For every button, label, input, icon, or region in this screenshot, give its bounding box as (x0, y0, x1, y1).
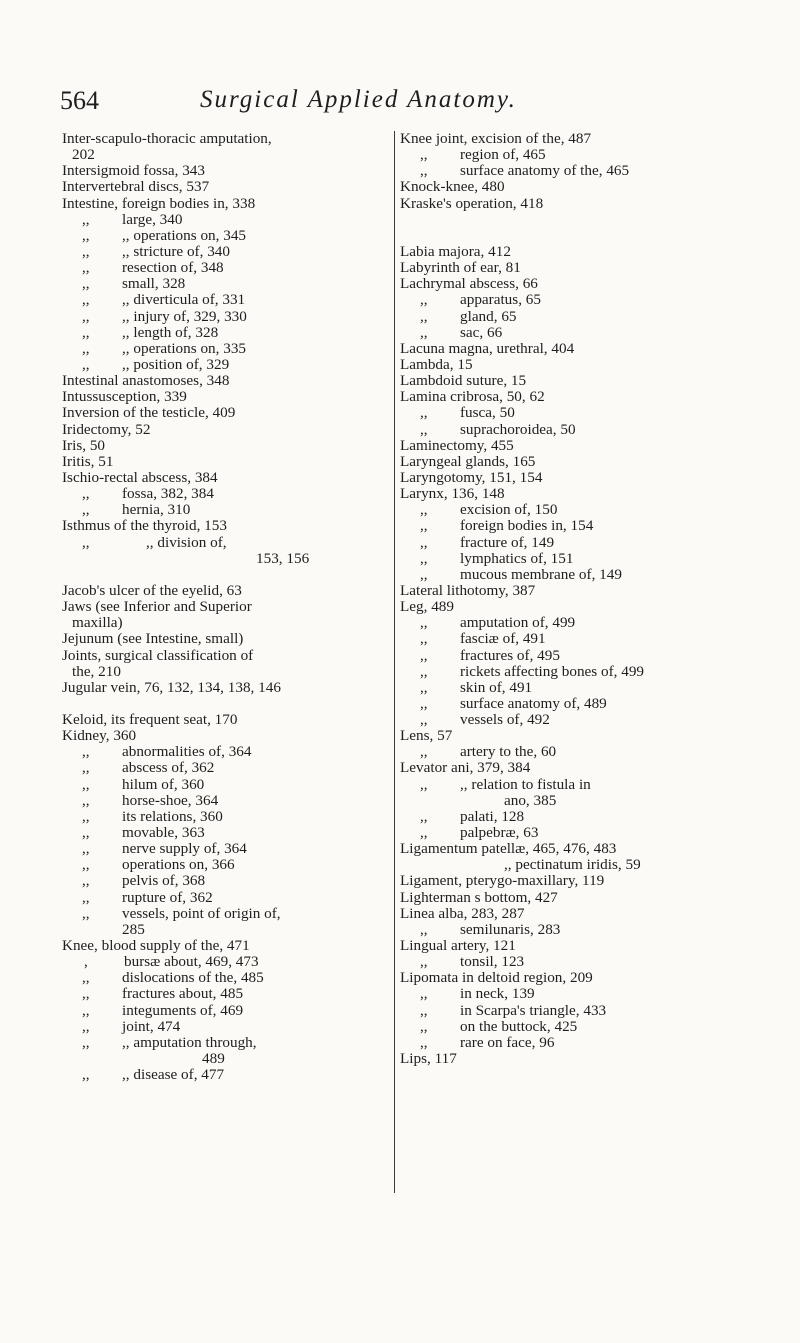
index-entry: Lamina cribrosa, 50, 62 (400, 388, 545, 406)
ditto-mark: ,, (82, 856, 90, 874)
index-entry (400, 744, 745, 760)
index-entry: Lachrymal abscess, 66 (400, 275, 538, 293)
entry-text: foreign bodies in, 154 (460, 517, 594, 535)
index-entry: 202 (72, 146, 95, 164)
entry-text: abscess of, 362 (122, 759, 215, 777)
index-entry (400, 696, 745, 712)
ditto-mark: ,, (82, 501, 90, 519)
running-title: Surgical Applied Anatomy. (200, 86, 517, 113)
ditto-mark: ,, (420, 646, 428, 664)
ditto-mark: ,, (420, 711, 428, 729)
index-entry: Laryngeal glands, 165 (400, 452, 536, 470)
entry-text: apparatus, 65 (460, 291, 541, 309)
ditto-mark: ,, (82, 259, 90, 277)
ditto-mark: ,, (82, 824, 90, 842)
ditto-mark: ,, (420, 662, 428, 680)
index-entry (62, 228, 407, 244)
ditto-mark: ,, (82, 775, 90, 793)
entry-text: in neck, 139 (460, 985, 535, 1003)
entry-text: ,, operations on, 335 (122, 339, 247, 357)
ditto-mark: ,, (82, 904, 90, 922)
index-entry: Jejunum (see Intestine, small) (62, 630, 244, 648)
ditto-mark: ,, (82, 1033, 90, 1051)
index-entry: Intussusception, 339 (62, 388, 187, 406)
index-entry (400, 954, 745, 970)
ditto-mark: ,, (420, 404, 428, 422)
ditto-mark: ,, (82, 339, 90, 357)
entry-text: bursæ about, 469, 473 (124, 953, 259, 971)
index-entry (62, 260, 407, 276)
index-entry (400, 777, 745, 793)
ditto-mark: ,, (420, 678, 428, 696)
entry-text: palpebræ, 63 (460, 824, 539, 842)
entry-text: vessels of, 492 (460, 711, 550, 729)
index-entry (400, 422, 745, 438)
ditto-mark: ,, (420, 323, 428, 341)
index-entry (400, 1019, 745, 1035)
ditto-mark: ,, (420, 549, 428, 567)
index-entry: 285 (122, 920, 145, 938)
ditto-mark: ,, (420, 162, 428, 180)
index-entry (62, 777, 407, 793)
ditto-mark: ,, (82, 210, 90, 228)
index-entry: Kidney, 360 (62, 727, 137, 745)
entry-text: rare on face, 96 (460, 1033, 555, 1051)
ditto-mark: ,, (420, 307, 428, 325)
ditto-mark: ,, (420, 614, 428, 632)
ditto-mark: ,, (82, 888, 90, 906)
index-entry: Intervertebral discs, 537 (62, 178, 210, 196)
index-entry: Larynx, 136, 148 (400, 485, 505, 503)
index-entry (62, 1003, 407, 1019)
index-entry (62, 535, 407, 551)
index-entry: 489 (202, 1050, 225, 1068)
ditto-mark: ,, (82, 791, 90, 809)
entry-text: suprachoroidea, 50 (460, 420, 576, 438)
entry-text: dislocations of the, 485 (122, 969, 264, 987)
ditto-mark: ,, (82, 759, 90, 777)
entry-text: its relations, 360 (122, 807, 223, 825)
entry-text: ,, length of, 328 (122, 323, 219, 341)
entry-text: horse-shoe, 364 (122, 791, 219, 809)
ditto-mark: ,, (420, 743, 428, 761)
entry-text: ,, operations on, 345 (122, 226, 247, 244)
ditto-mark: ,, (420, 420, 428, 438)
ditto-mark: ,, (420, 1033, 428, 1051)
index-entry (62, 341, 407, 357)
index-entry (62, 857, 407, 873)
index-entry (62, 970, 407, 986)
index-entry: Iris, 50 (62, 436, 106, 454)
index-entry (400, 922, 745, 938)
index-entry (400, 325, 745, 341)
entry-text: surface anatomy of, 489 (460, 694, 607, 712)
index-entry (400, 309, 745, 325)
index-spacer (62, 696, 407, 712)
entry-text: tonsil, 123 (460, 953, 525, 971)
ditto-mark: ,, (82, 985, 90, 1003)
index-entry: , bursæ about, 469, 473 (84, 953, 259, 971)
ditto-mark: ,, (420, 517, 428, 535)
index-entry: maxilla) (72, 614, 123, 632)
ditto-mark: ,, (82, 355, 90, 373)
ditto-mark: ,, (82, 840, 90, 858)
index-entry: Lambda, 15 (400, 355, 473, 373)
index-entry: Jacob's ulcer of the eyelid, 63 (62, 581, 242, 599)
ditto-mark: ,, (420, 985, 428, 1003)
entry-text: region of, 465 (460, 146, 546, 164)
index-entry: Labyrinth of ear, 81 (400, 259, 521, 277)
index-entry (400, 163, 745, 179)
index-entry: Lambdoid suture, 15 (400, 372, 527, 390)
ditto-mark: ,, (82, 275, 90, 293)
ditto-mark: ,, (420, 1017, 428, 1035)
ditto-mark: ,, (420, 775, 428, 793)
index-entry: Intersigmoid fossa, 343 (62, 162, 205, 180)
entry-text: semilunaris, 283 (460, 920, 561, 938)
entry-text: surface anatomy of the, 465 (460, 162, 630, 180)
entry-text: on the buttock, 425 (460, 1017, 578, 1035)
index-entry: 153, 156 (256, 549, 310, 567)
entry-text: hilum of, 360 (122, 775, 205, 793)
index-entry: Keloid, its frequent seat, 170 (62, 711, 238, 729)
index-entry (400, 405, 745, 421)
index-entry: Intestinal anastomoses, 348 (62, 372, 230, 390)
entry-text: sac, 66 (460, 323, 503, 341)
ditto-mark: ,, (82, 291, 90, 309)
entry-text: integuments of, 469 (122, 1001, 244, 1019)
index-entry (62, 744, 407, 760)
index-entry: Leg, 489 (400, 598, 454, 616)
index-entry (62, 1067, 407, 1083)
index-entry: Joints, surgical classification of (62, 646, 254, 664)
entry-text: amputation of, 499 (460, 614, 576, 632)
index-entry: Knee, blood supply of the, 471 (62, 937, 250, 955)
index-entry: Labia majora, 412 (400, 242, 511, 260)
entry-text: fracture of, 149 (460, 533, 555, 551)
index-entry: Lacuna magna, urethral, 404 (400, 339, 575, 357)
entry-text: rupture of, 362 (122, 888, 213, 906)
ditto-mark: ,, (82, 533, 90, 551)
ditto-mark: ,, (82, 1017, 90, 1035)
entry-text: ,, disease of, 477 (122, 1066, 225, 1084)
page-number: 564 (60, 86, 99, 115)
ditto-mark: ,, (420, 807, 428, 825)
index-entry (62, 309, 407, 325)
entry-text: artery to the, 60 (460, 743, 557, 761)
index-entry (400, 1003, 745, 1019)
index-entry (400, 1035, 745, 1051)
entry-text: ,, injury of, 329, 330 (122, 307, 247, 325)
ditto-mark: ,, (82, 323, 90, 341)
index-entry (62, 486, 407, 502)
ditto-mark: ,, (82, 1001, 90, 1019)
index-entry: Inter-scapulo-thoracic amputation, (62, 130, 272, 147)
entry-text: abnormalities of, 364 (122, 743, 252, 761)
index-entry (400, 712, 745, 728)
index-entry (62, 244, 407, 260)
ditto-mark: ,, (82, 307, 90, 325)
index-entry (400, 680, 745, 696)
ditto-mark: ,, (82, 743, 90, 761)
index-spacer (400, 212, 745, 228)
ditto-mark: ,, (420, 565, 428, 583)
entry-text: large, 340 (122, 210, 183, 228)
ditto-mark: ,, (420, 291, 428, 309)
index-entry: Ligament, pterygo-maxillary, 119 (400, 872, 605, 890)
entry-text: fusca, 50 (460, 404, 515, 422)
ditto-mark: ,, (82, 485, 90, 503)
page-header (60, 86, 750, 122)
ditto-mark: ,, (82, 1066, 90, 1084)
index-entry: Lens, 57 (400, 727, 453, 745)
index-entry (62, 986, 407, 1002)
index-entry: ano, 385 (504, 791, 557, 809)
index-entry (400, 809, 745, 825)
ditto-mark: ,, (82, 807, 90, 825)
entry-text: fractures of, 495 (460, 646, 560, 664)
index-entry (62, 809, 407, 825)
entry-text: operations on, 366 (122, 856, 235, 874)
ditto-mark: ,, (82, 242, 90, 260)
index-entry (62, 890, 407, 906)
index-column-right (400, 131, 745, 1067)
index-entry: Knock-knee, 480 (400, 178, 505, 196)
index-spacer (62, 567, 407, 583)
index-entry (62, 793, 407, 809)
index-entry (62, 276, 407, 292)
index-entry: Iridectomy, 52 (62, 420, 151, 438)
index-entry: Ischio-rectal abscess, 384 (62, 468, 218, 486)
index-entry: Laminectomy, 455 (400, 436, 514, 454)
index-entry: Jugular vein, 76, 132, 134, 138, 146 (62, 678, 281, 696)
index-entry (400, 615, 745, 631)
ditto-mark: ,, (420, 1001, 428, 1019)
ditto-mark: ,, (82, 872, 90, 890)
entry-text: fasciæ of, 491 (460, 630, 546, 648)
index-entry: Isthmus of the thyroid, 153 (62, 517, 227, 535)
index-entry: Kraske's operation, 418 (400, 194, 544, 212)
entry-text: skin of, 491 (460, 678, 533, 696)
index-entry (400, 535, 745, 551)
entry-text: ,, position of, 329 (122, 355, 230, 373)
index-entry: Lipomata in deltoid region, 209 (400, 969, 593, 987)
index-entry (62, 325, 407, 341)
index-entry (62, 357, 407, 373)
entry-text: vessels, point of origin of, (122, 904, 281, 922)
ditto-mark: ,, (420, 920, 428, 938)
index-entry (400, 986, 745, 1002)
index-entry (400, 631, 745, 647)
index-column-left (62, 131, 407, 1083)
index-entry (62, 873, 407, 889)
index-entry (400, 551, 745, 567)
entry-text: joint, 474 (122, 1017, 181, 1035)
index-entry: Lateral lithotomy, 387 (400, 581, 536, 599)
entry-text: palati, 128 (460, 807, 525, 825)
entry-text: fossa, 382, 384 (122, 485, 214, 503)
index-entry: Linea alba, 283, 287 (400, 904, 525, 922)
index-entry: the, 210 (72, 662, 121, 680)
index-entry: Jaws (see Inferior and Superior (62, 598, 252, 616)
index-entry: Intestine, foreign bodies in, 338 (62, 194, 256, 212)
index-entry (400, 648, 745, 664)
index-entry: Levator ani, 379, 384 (400, 759, 531, 777)
ditto-mark: ,, (420, 824, 428, 842)
entry-text: gland, 65 (460, 307, 517, 325)
entry-text: movable, 363 (122, 824, 205, 842)
entry-text: hernia, 310 (122, 501, 191, 519)
index-entry (62, 292, 407, 308)
entry-text: ,, diverticula of, 331 (122, 291, 246, 309)
entry-text: ,, relation to fistula in (460, 775, 591, 793)
ditto-mark: ,, (420, 533, 428, 551)
ditto-mark: ,, (420, 953, 428, 971)
index-entry (400, 857, 745, 873)
ditto-mark: ,, (82, 226, 90, 244)
index-entry (400, 664, 745, 680)
index-entry: Knee joint, excision of the, 487 (400, 130, 592, 147)
index-entry (62, 1035, 407, 1051)
index-entry (62, 1019, 407, 1035)
index-entry: Ligamentum patellæ, 465, 476, 483 (400, 840, 617, 858)
entry-text: pelvis of, 368 (122, 872, 206, 890)
index-entry (400, 292, 745, 308)
entry-text: ,, amputation through, (122, 1033, 257, 1051)
index-entry (400, 825, 745, 841)
ditto-mark: ,, (82, 969, 90, 987)
entry-text: small, 328 (122, 275, 186, 293)
index-entry (62, 906, 407, 922)
ditto-mark: ,, (420, 630, 428, 648)
entry-text: lymphatics of, 151 (460, 549, 574, 567)
index-entry (400, 567, 745, 583)
ditto-mark: ,, (420, 694, 428, 712)
entry-text: ,, stricture of, 340 (122, 242, 230, 260)
entry-text: mucous membrane of, 149 (460, 565, 622, 583)
index-spacer (400, 228, 745, 244)
index-entry (62, 502, 407, 518)
entry-text: excision of, 150 (460, 501, 558, 519)
index-entry (400, 147, 745, 163)
index-entry: Laryngotomy, 151, 154 (400, 468, 543, 486)
index-entry (400, 518, 745, 534)
entry-text: rickets affecting bones of, 499 (460, 662, 645, 680)
index-entry (62, 760, 407, 776)
ditto-mark: ,, (420, 501, 428, 519)
index-entry (62, 841, 407, 857)
entry-text: ,, pectinatum iridis, 59 (504, 856, 641, 874)
entry-text: ,, division of, (146, 533, 227, 551)
entry-text: in Scarpa's triangle, 433 (460, 1001, 607, 1019)
entry-text: resection of, 348 (122, 259, 224, 277)
index-entry: Lingual artery, 121 (400, 937, 516, 955)
index-entry: Inversion of the testicle, 409 (62, 404, 236, 422)
index-entry: Iritis, 51 (62, 452, 114, 470)
index-entry: Lips, 117 (400, 1050, 457, 1068)
entry-text: nerve supply of, 364 (122, 840, 247, 858)
index-entry (400, 502, 745, 518)
index-entry (62, 825, 407, 841)
index-entry (62, 212, 407, 228)
ditto-mark: ,, (420, 146, 428, 164)
index-entry: Lighterman s bottom, 427 (400, 888, 558, 906)
entry-text: fractures about, 485 (122, 985, 244, 1003)
